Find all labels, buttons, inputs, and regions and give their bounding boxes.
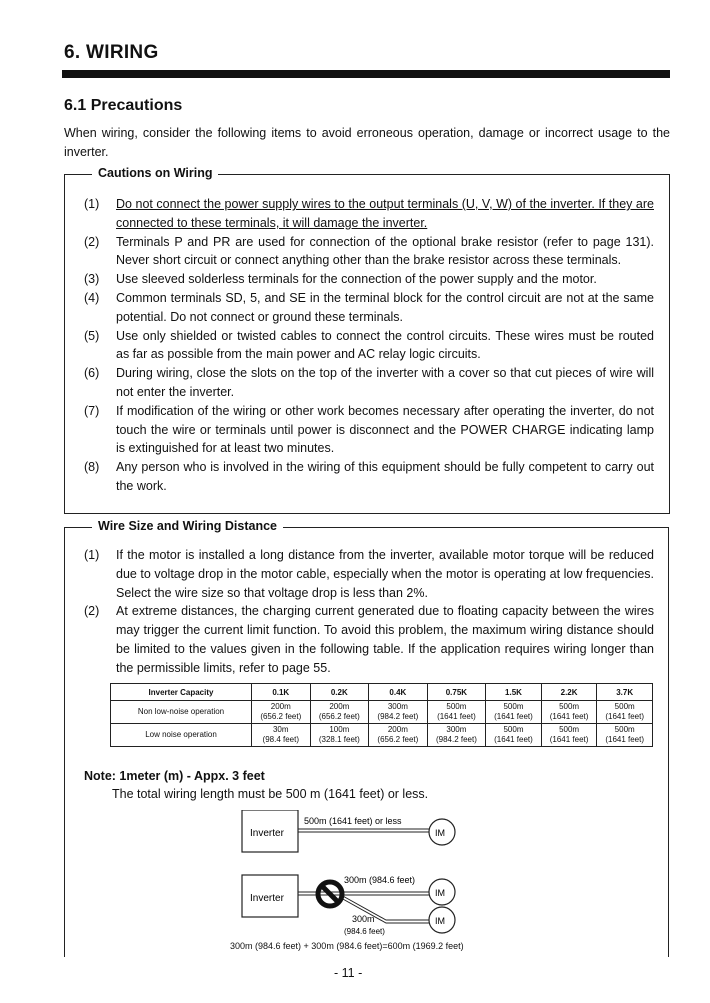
list-item <box>84 402 654 458</box>
note-text: The total wiring length must be 500 m (1641 feet) or less. <box>112 787 429 801</box>
section-heading: 6.1 Precautions <box>64 97 183 114</box>
item-number: (3) <box>84 272 100 287</box>
table-cell: 500m (1641 feet) <box>597 724 653 747</box>
item-text: If modification of the wiring or other work becomes necessary after operating the inverter, do not touch the wire or terminals until power is disconnect and the POWER CHARGE indicating lamp is extinguished for at least two minutes. <box>116 403 654 456</box>
list-item <box>84 602 654 677</box>
diagram-caption: 300m (984.6 feet) + 300m (984.6 feet)=600m (1969.2 feet) <box>230 941 464 951</box>
table-cell: 300m (984.2 feet) <box>369 701 428 724</box>
item-number: (5) <box>84 328 100 343</box>
table-cell: 200m (656.2 feet) <box>369 724 428 747</box>
motor-label: IM <box>435 828 445 838</box>
cautions-title: Cautions on Wiring <box>92 166 218 180</box>
item-text: Any person who is involved in the wiring of this equipment should be fully competent to carry out the work. <box>116 460 654 493</box>
length-label: 300m (984.6 feet) <box>344 875 416 885</box>
wire-title: Wire Size and Wiring Distance <box>92 519 283 533</box>
item-number: (6) <box>84 366 100 381</box>
table-header-cell: 0.4K <box>369 684 428 701</box>
table-header-cell: 0.2K <box>310 684 369 701</box>
row-label: Low noise operation <box>111 724 252 747</box>
list-item <box>84 270 654 289</box>
item-number: (2) <box>84 604 100 619</box>
list-item <box>84 364 654 402</box>
row-label: Non low-noise operation <box>111 701 252 724</box>
item-number: (8) <box>84 460 100 475</box>
list-item <box>84 195 654 233</box>
inverter-label: Inverter <box>250 828 284 839</box>
item-number: (1) <box>84 548 100 562</box>
item-number: (2) <box>84 234 100 249</box>
chapter-heading: 6. WIRING <box>64 42 159 63</box>
length-label: 300m <box>352 914 375 924</box>
table-header-cell: 0.1K <box>252 684 311 701</box>
table-row <box>111 724 653 747</box>
list-item <box>84 458 654 496</box>
table-header-cell: 3.7K <box>597 684 653 701</box>
item-text: If the motor is installed a long distance from the inverter, available motor torque will be reduced due to voltage drop in the motor cable, especially when the motor is operating at low frequencies. Select the wire size so that voltage drop is less than 2%. <box>116 548 654 600</box>
item-text: Use sleeved solderless terminals for the connection of the power supply and the motor. <box>116 272 597 287</box>
item-text: Terminals P and PR are used for connection of the optional brake resistor (refer to page 131). Never short circuit or connect anything other than the brake resistor across these terminals. <box>116 234 654 268</box>
table-cell: 500m (1641 feet) <box>597 701 653 724</box>
wire-list <box>84 546 654 678</box>
item-text: Do not connect the power supply wires to the output terminals (U, V, W) of the inverter. If they are connected to these terminals, it will damage the inverter. <box>116 197 654 230</box>
list-item <box>84 233 654 271</box>
list-item <box>84 289 654 327</box>
wire-box-right-border <box>668 527 669 957</box>
wiring-distance-table <box>110 683 653 747</box>
item-text: At extreme distances, the charging current generated due to floating capacity between the wires may trigger the current limit function. To avoid this problem, the maximum wiring distance should be limited to the values given in the following table. If the application requires wiring longer than the permissible limits, refer to page 55. <box>116 604 654 675</box>
table-cell: 100m (328.1 feet) <box>310 724 369 747</box>
inverter-label: Inverter <box>250 893 284 904</box>
list-item <box>84 546 654 602</box>
item-text: Common terminals SD, 5, and SE in the terminal block for the control circuit are not at the same potential. Do not connect or ground these terminals. <box>116 290 654 324</box>
item-text: Use only shielded or twisted cables to connect the control circuits. These wires must be routed as far as possible from the main power and AC relay logic circuits. <box>116 328 654 362</box>
table-row <box>111 701 653 724</box>
cautions-list <box>84 195 654 496</box>
wire-box-left-border <box>64 527 65 957</box>
table-cell: 500m (1641 feet) <box>541 724 597 747</box>
table-header-cell: Inverter Capacity <box>111 684 252 701</box>
table-cell: 300m (984.2 feet) <box>427 724 486 747</box>
item-number: (1) <box>84 197 100 211</box>
prohibited-icon <box>318 882 342 906</box>
list-item <box>84 327 654 365</box>
wiring-diagram <box>236 810 466 940</box>
table-cell: 500m (1641 feet) <box>486 701 542 724</box>
table-cell: 500m (1641 feet) <box>486 724 542 747</box>
table-cell: 500m (1641 feet) <box>541 701 597 724</box>
item-number: (4) <box>84 290 100 305</box>
table-header-cell: 0.75K <box>427 684 486 701</box>
table-cell: 30m (98.4 feet) <box>252 724 311 747</box>
note-heading: Note: 1meter (m) - Appx. 3 feet <box>84 769 265 783</box>
intro-paragraph: When wiring, consider the following items to avoid erroneous operation, damage or incorrect usage to the inverter. <box>64 126 670 159</box>
heading-rule <box>62 70 670 78</box>
motor-label: IM <box>435 888 445 898</box>
table-cell: 200m (656.2 feet) <box>252 701 311 724</box>
table-cell: 200m (656.2 feet) <box>310 701 369 724</box>
page-number: - 11 - <box>334 966 363 980</box>
item-text: During wiring, close the slots on the top of the inverter with a cover so that cut pieces of wire will not enter the inverter. <box>116 366 654 399</box>
table-cell: 500m (1641 feet) <box>427 701 486 724</box>
table-header-cell: 2.2K <box>541 684 597 701</box>
item-number: (7) <box>84 403 100 418</box>
table-header-row <box>111 684 653 701</box>
motor-label: IM <box>435 916 445 926</box>
table-header-cell: 1.5K <box>486 684 542 701</box>
length-label: (984.6 feet) <box>344 927 385 936</box>
length-label: 500m (1641 feet) or less <box>304 816 402 826</box>
